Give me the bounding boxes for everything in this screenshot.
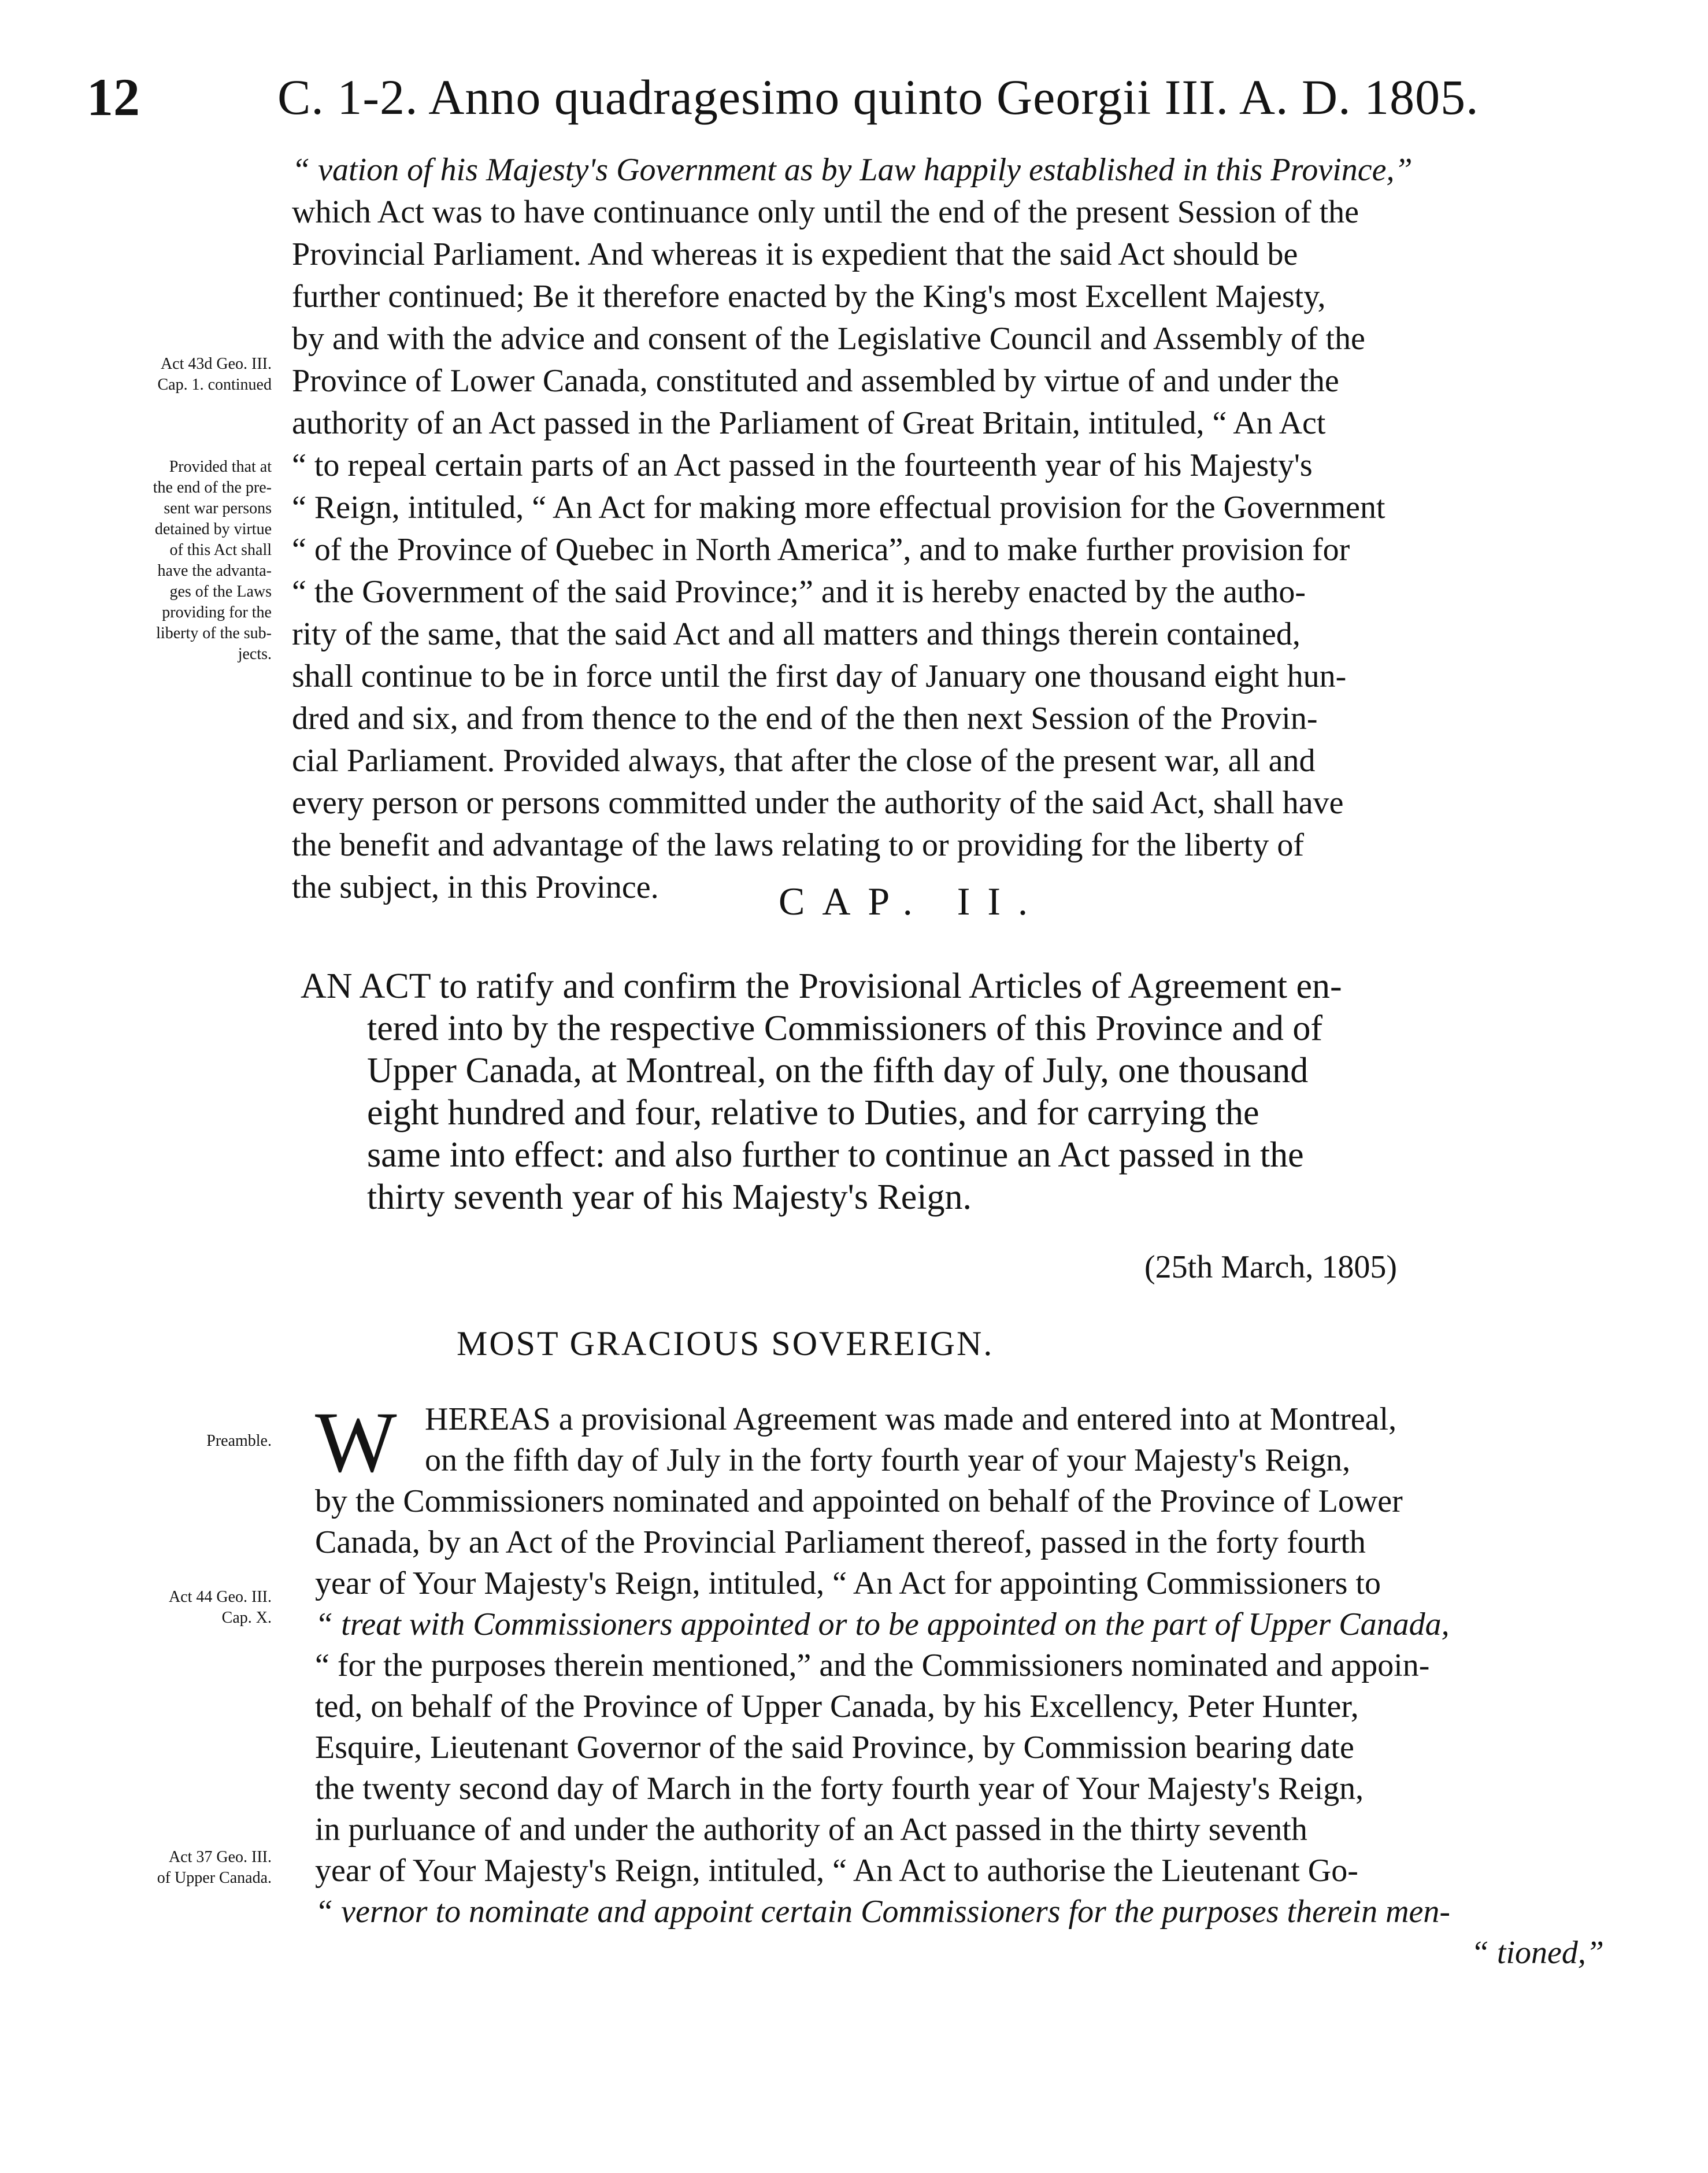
title-line: thirty seventh year of his Majesty's Reign.	[367, 1178, 972, 1217]
title-line: eight hundred and four, relative to Duties, and for carrying the	[367, 1093, 1259, 1132]
body-line: the twenty second day of March in the forty fourth year of Your Majesty's Reign,	[315, 1771, 1364, 1806]
text-line: “ to repeal certain parts of an Act passed in the fourteenth year of his Majesty's	[292, 447, 1313, 483]
text-line: the benefit and advantage of the laws relating to or providing for the liberty of	[292, 827, 1304, 863]
text-line: Province of Lower Canada, constituted and assembled by virtue of and under the	[292, 363, 1339, 399]
running-header	[87, 62, 1592, 132]
body-line: ted, on behalf of the Province of Upper Canada, by his Excellency, Peter Hunter,	[315, 1689, 1359, 1724]
margin-line: Provided that at	[169, 458, 272, 476]
assent-date: (25th March, 1805)	[1144, 1249, 1398, 1285]
chapter-heading: CAP. II.	[778, 879, 1046, 923]
margin-line: ges of the Laws	[169, 583, 272, 601]
margin-line: Preamble.	[206, 1432, 272, 1450]
chapter-1-continued-text	[292, 149, 1604, 909]
margin-line: Cap. 1. continued	[157, 376, 272, 394]
text-line: which Act was to have continuance only until the end of the present Session of the	[292, 194, 1359, 230]
body-line: “ treat with Commissioners appointed or to be appointed on the part of Upper Canada,	[315, 1606, 1450, 1642]
text-line: rity of the same, that the said Act and all matters and things therein contained,	[292, 616, 1301, 652]
margin-note-act44	[81, 1587, 272, 1628]
body-line: HEREAS a provisional Agreement was made and entered into at Montreal,	[425, 1401, 1397, 1437]
text-line: the subject, in this Province.	[292, 869, 659, 905]
text-line: “ the Government of the said Province;” and it is hereby enacted by the autho-	[292, 574, 1306, 610]
margin-line: sent war persons	[164, 499, 272, 517]
drop-cap: W	[315, 1394, 397, 1490]
margin-line: Cap. X.	[221, 1609, 272, 1627]
text-line: “ vation of his Majesty's Government as by Law happily established in this Province,”	[292, 152, 1413, 188]
margin-line: Act 44 Geo. III.	[168, 1588, 272, 1606]
margin-line: Act 37 Geo. III.	[168, 1848, 272, 1866]
margin-note-act43	[81, 354, 272, 395]
page-number: 12	[87, 68, 140, 127]
text-line: by and with the advice and consent of the Legislative Council and Assembly of the	[292, 321, 1365, 357]
body-line: year of Your Majesty's Reign, intituled, “ An Act to authorise the Lieutenant Go-	[315, 1853, 1358, 1889]
body-line: Canada, by an Act of the Provincial Parliament thereof, passed in the forty fourth	[315, 1524, 1366, 1560]
title-line: tered into by the respective Commissioners of this Province and of	[367, 1009, 1322, 1048]
body-line: “ for the purposes therein mentioned,” and the Commissioners nominated and appoin-	[315, 1648, 1430, 1683]
margin-note-proviso	[81, 457, 272, 665]
preamble-text	[315, 1394, 1610, 1974]
margin-line: providing for the	[162, 604, 272, 621]
text-line: Provincial Parliament. And whereas it is expedient that the said Act should be	[292, 236, 1298, 272]
margin-line: of this Act shall	[169, 541, 272, 559]
text-line: “ Reign, intituled, “ An Act for making more effectual provision for the Government	[292, 490, 1385, 525]
title-line: Upper Canada, at Montreal, on the fifth day of July, one thousand	[367, 1051, 1309, 1090]
title-line: AN ACT to ratify and confirm the Provisional Articles of Agreement en-	[301, 967, 1342, 1006]
text-line: cial Parliament. Provided always, that after the close of the present war, all and	[292, 743, 1316, 779]
body-line: Esquire, Lieutenant Governor of the said Province, by Commission bearing date	[315, 1730, 1354, 1765]
margin-note-act37	[81, 1847, 272, 1889]
body-line: in purluance of and under the authority of an Act passed in the thirty seventh	[315, 1812, 1307, 1848]
margin-line: Act 43d Geo. III.	[160, 355, 272, 373]
text-line: “ of the Province of Quebec in North America”, and to make further provision for	[292, 532, 1350, 568]
text-line: further continued; Be it therefore enacted by the King's most Excellent Majesty,	[292, 279, 1326, 314]
margin-note-preamble	[81, 1431, 272, 1452]
margin-line: have the advanta-	[157, 562, 272, 580]
body-line: on the fifth day of July in the forty fourth year of your Majesty's Reign,	[425, 1442, 1351, 1478]
act-title	[301, 965, 1604, 1219]
text-line: every person or persons committed under the authority of the said Act, shall have	[292, 785, 1344, 821]
text-line: dred and six, and from thence to the end of the then next Session of the Provin-	[292, 701, 1318, 736]
margin-line: liberty of the sub-	[156, 624, 272, 642]
body-line: “ vernor to nominate and appoint certain Commissioners for the purposes therein men-	[315, 1894, 1451, 1930]
title-line: same into effect: and also further to continue an Act passed in the	[367, 1135, 1304, 1175]
text-line: shall continue to be in force until the first day of January one thousand eight hun-	[292, 658, 1347, 694]
margin-line: of Upper Canada.	[157, 1869, 272, 1887]
margin-line: the end of the pre-	[153, 479, 272, 497]
text-line: authority of an Act passed in the Parliament of Great Britain, intituled, “ An Act	[292, 405, 1326, 441]
margin-line: detained by virtue	[154, 520, 272, 538]
body-line: by the Commissioners nominated and appointed on behalf of the Province of Lower	[315, 1483, 1403, 1519]
body-line: year of Your Majesty's Reign, intituled, “ An Act for appointing Commissioners to	[315, 1565, 1381, 1601]
margin-line: jects.	[238, 645, 272, 663]
address-line: MOST GRACIOUS SOVEREIGN.	[457, 1324, 994, 1363]
running-title: C. 1-2. Anno quadragesimo quinto Georgii III. A. D. 1805.	[277, 69, 1479, 125]
body-line: “ tioned,”	[1470, 1935, 1604, 1971]
